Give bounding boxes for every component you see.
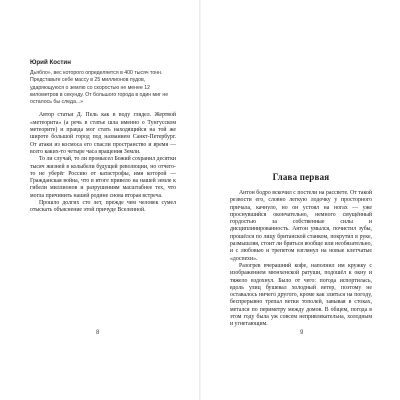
right-page-text [230, 172, 372, 329]
running-head: Юрий Костин [30, 59, 71, 66]
right-paragraph-1: Антон бодро вскочил с постели на рассвете. От такой резвости его, словно легкую лодочку у просторного причала, качнуло, но он устоял на ногах — уже проснувшийся окончательно, немного смущённый гордостью за собственные силы и дисциплинированность. Антон умылся, почистил зубы, прошёлся по лицу британской станком, покрутил в руке, размышляя, стоит ли бриться вообще или необязательно, и с любовью и трепетом взглянул на новые клетчатые «доспехи». [230, 190, 372, 262]
left-paragraph-3: Прошло долгих сто лет, прежде чем человек сумел отыскать объяснение этой причуде Вселенной. [30, 200, 176, 214]
left-page [0, 0, 199, 400]
right-paragraph-2: Разогрев вчерашний кофе, наполнил им кружку с изображением мюнхенской ратуши, подошёл к окну и тяжело вздохнул. Было от чего: погода испортилась, вдоль улиц бушевал холодный ветер, поэтому не оставалось ничего другого, кроме как злиться на погоду, беспрерывно трепал ветки тополей, завывая в стоках, метался по периметру между домов. В общем, погода в этом году была уж совсем непривлекательна, холодным и угнетающим. [230, 262, 372, 328]
page-number-right: 9 [300, 330, 304, 336]
right-page [201, 0, 400, 400]
page-number-left: 8 [96, 330, 100, 336]
left-page-text [30, 70, 176, 215]
left-paragraph-1: Автор статьи Д. Пель как в воду глядел. Жертвой «метеорита» (а речь в статье шла именно о Тунгусском метеорите) и правда мог стать находящийся на той же широте большой город под названием Санкт-Петербург. От атаки из космоса его спасли пространство и время — всего каких-то четыре часа вращения Земли. [30, 112, 176, 155]
footnote-text: Дьябло», вес которого определяется в 400 тысяч тонн. Представьте себе массу в 25 миллионов пудов, ударяющуюся о землю со скоростью не менее 12 километров в секунду. От большого города в один миг не осталось бы следа...» [30, 70, 169, 106]
left-paragraph-2: То ли случай, то ли промысел Божий сохранил десятки тысяч жизней в колыбели будущей революции, но отчего-то не уберёг Россию от катастрофы, имя которой — Гражданская война, что в итоге привело на нашей земле к гибели миллионов и разрушениям масштабнее тех, что могла причинить нашей родине снова вторая встреча. [30, 156, 176, 199]
chapter-title: Глава первая [272, 172, 330, 182]
